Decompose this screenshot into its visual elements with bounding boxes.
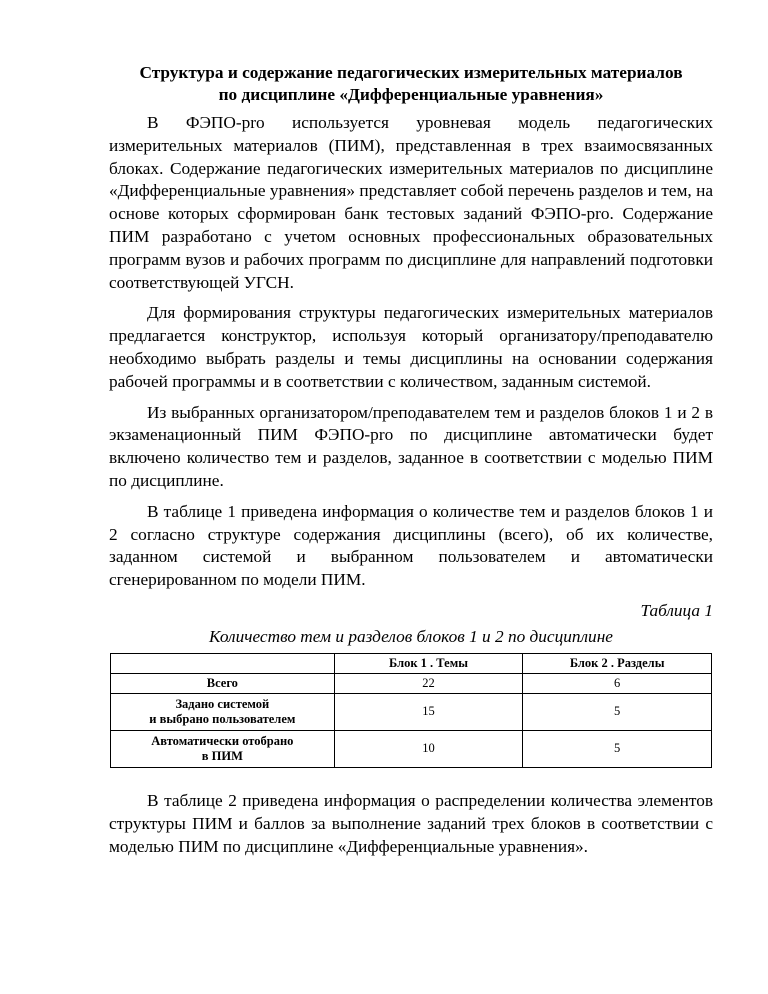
table-row: [111, 693, 712, 730]
title-line-2: по дисциплине «Дифференциальные уравнения»: [218, 85, 604, 104]
cell-block1: 22: [334, 673, 523, 693]
cell-block2: 5: [523, 730, 712, 767]
cell-block2: 5: [523, 693, 712, 730]
table-row: [111, 673, 712, 693]
row-label-line1: Всего: [206, 675, 238, 690]
document-title: [109, 62, 713, 106]
document-page: [109, 62, 713, 866]
cell-block1: 10: [334, 730, 523, 767]
table-label: Таблица 1: [640, 600, 713, 620]
table-header-row: [111, 653, 712, 673]
header-cell-block2: Блок 2 . Разделы: [523, 653, 712, 673]
cell-block1: 15: [334, 693, 523, 730]
row-label-line2: и выбрано пользователем: [149, 711, 296, 726]
header-cell-empty: [111, 653, 335, 673]
paragraph-4: В таблице 1 приведена информация о количестве тем и разделов блоков 1 и 2 согласно структуре содержания дисциплины (всего), об их количестве, заданном системой и выбранном пользователем и автоматически сгенерированном по модели ПИМ.: [109, 501, 713, 590]
paragraph-1: В ФЭПО-pro используется уровневая модель педагогических измерительных материалов (ПИМ), представленная в трех взаимосвязанных блоках. Содержание педагогических измерительных материалов по дисциплине «Дифференциальные уравнения» представляет собой перечень разделов и тем, на основе которых сформирован банк тестовых заданий ФЭПО-pro. Содержание ПИМ разработано с учетом основных профессиональных образовательных программ вузов и рабочих программ по дисциплине для направлений подготовки соответствующей УГСН.: [109, 113, 713, 292]
row-label: [111, 730, 335, 767]
row-label-line2: в ПИМ: [201, 748, 243, 763]
row-label: [111, 693, 335, 730]
table-row: [111, 730, 712, 767]
paragraph-2: Для формирования структуры педагогических измерительных материалов предлагается конструктор, используя который организатору/преподавателю необходимо выбрать разделы и темы дисциплины на основании содержания рабочей программы и в соответствии с количеством, заданным системой.: [109, 303, 713, 391]
row-label: [111, 673, 335, 693]
data-table: [110, 653, 712, 768]
row-label-line1: Автоматически отобрано: [151, 733, 294, 748]
cell-block2: 6: [523, 673, 712, 693]
row-label-line1: Задано системой: [175, 696, 270, 711]
header-cell-block1: Блок 1 . Темы: [334, 653, 523, 673]
paragraph-3: Из выбранных организатором/преподавателем тем и разделов блоков 1 и 2 в экзаменационный ПИМ ФЭПО-pro по дисциплине автоматически будет включено количество тем и разделов, заданное в соответствии с моделью ПИМ по дисциплине.: [109, 402, 713, 490]
title-line-1: Структура и содержание педагогических измерительных материалов: [139, 63, 683, 82]
table-caption: Количество тем и разделов блоков 1 и 2 по дисциплине: [209, 626, 613, 646]
paragraph-5: В таблице 2 приведена информация о распределении количества элементов структуры ПИМ и баллов за выполнение заданий трех блоков в соответствии с моделью ПИМ по дисциплине «Дифференциальные уравнения».: [109, 790, 713, 856]
